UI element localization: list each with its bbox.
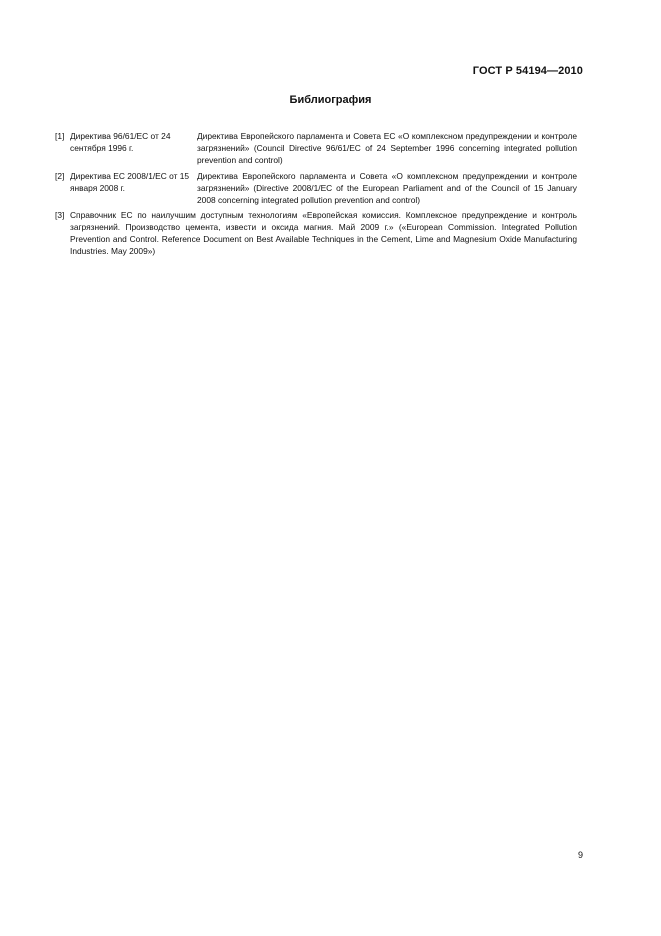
page-title: Библиография	[289, 94, 372, 106]
bibliography-entry-2	[55, 170, 577, 206]
document-code: ГОСТ Р 54194—2010	[472, 65, 583, 77]
bibliography-entry-3	[55, 209, 577, 257]
page-number: 9	[577, 850, 583, 860]
entry-number: [1]	[55, 131, 65, 141]
entry-reference: Директива 96/61/EC от 24 сентября 1996 г.	[70, 131, 171, 153]
entry-description: Директива Европейского парламента и Совета ЕС «О комплексном предупреждении и контроле загрязнений» (Council Directive 96/61/EC of 24 September 1996 concerning integrated pollution prevention and control)	[197, 131, 577, 165]
entry-description: Директива Европейского парламента и Совета «О комплексном предупреждении и контроле загрязнений» (Directive 2008/1/EC of the European Parliament and of the Council of 15 January 2008 concerning integrated pollution prevention and control)	[197, 171, 577, 205]
entry-description: Справочник ЕС по наилучшим доступным технологиям «Европейская комиссия. Комплексное предупреждение и контроль загрязнений. Производство цемента, извести и оксида магния. Май 2009 г.» («European Commission. Integrated Pollution Prevention and Control. Reference Document on Best Available Techniques in the Cement, Lime and Magnesium Oxide Manufacturing Industries. May 2009»)	[70, 210, 577, 256]
entry-number: [2]	[55, 171, 65, 181]
bibliography-entry-1	[55, 130, 577, 166]
entry-reference: Директива ЕС 2008/1/ЕС от 15 января 2008 г.	[70, 171, 190, 193]
entry-number: [3]	[55, 210, 65, 220]
